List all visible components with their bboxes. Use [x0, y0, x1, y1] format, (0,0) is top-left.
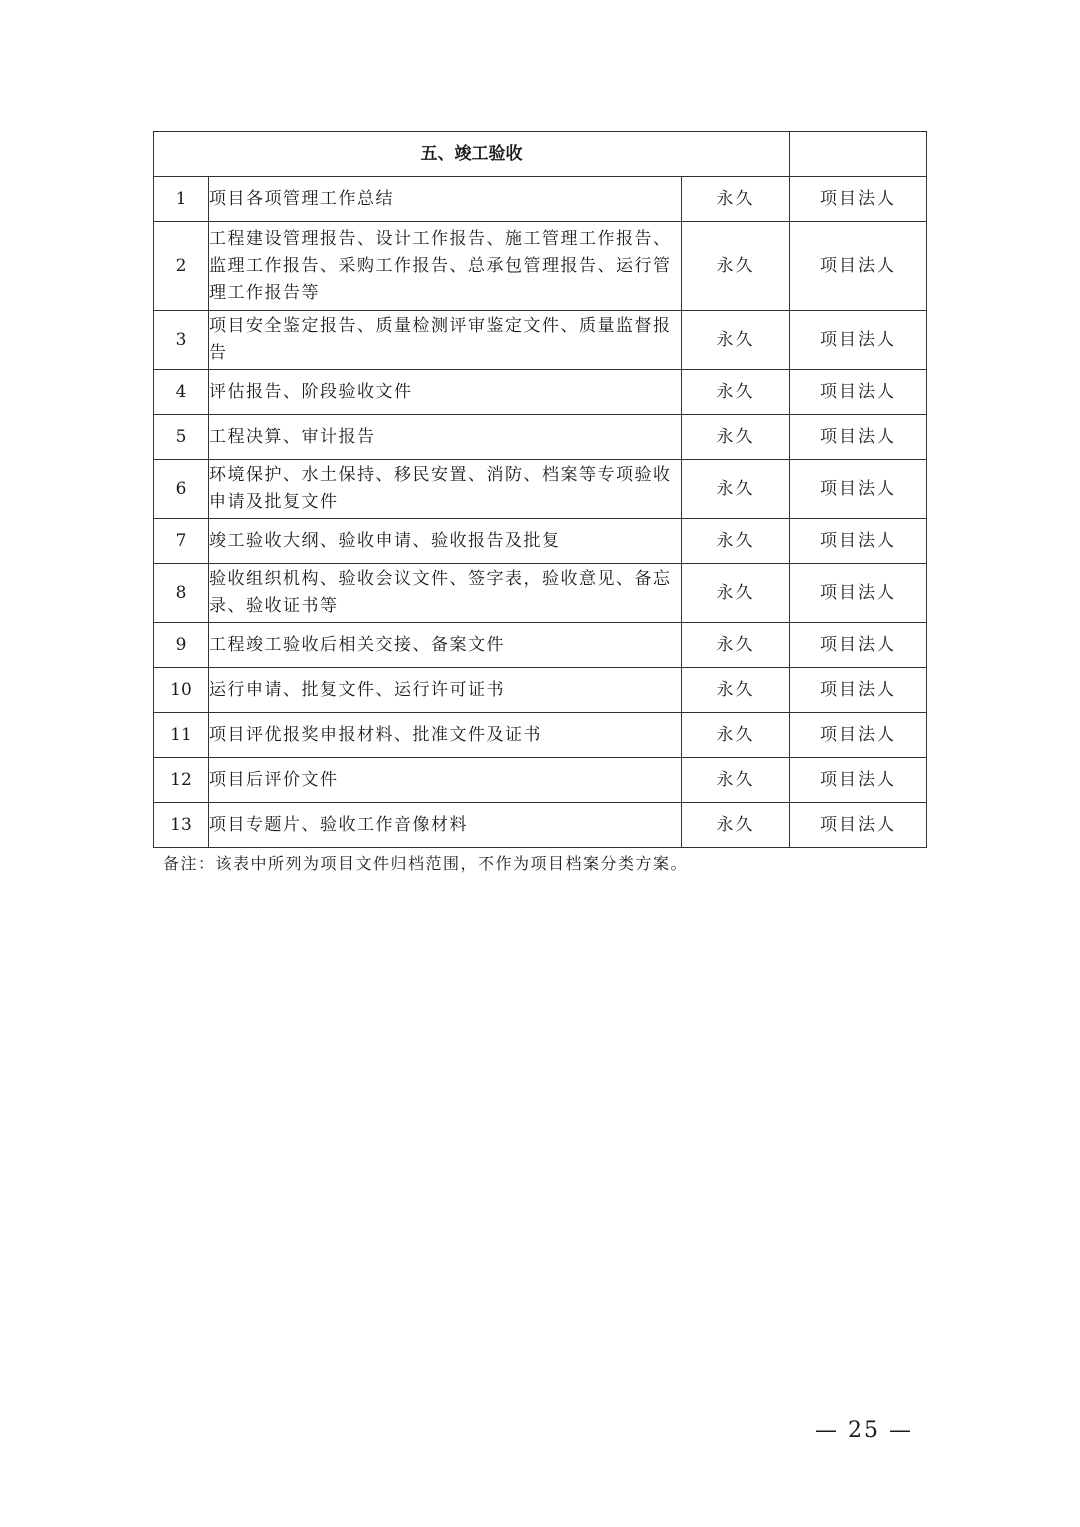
table-row: [154, 758, 927, 803]
row-content: 项目评优报奖申报材料、批准文件及证书: [209, 713, 682, 758]
table-note: 备注：该表中所列为项目文件归档范围，不作为项目档案分类方案。: [163, 854, 689, 873]
row-number: 9: [154, 623, 209, 668]
row-content: 项目后评价文件: [209, 758, 682, 803]
row-retention-term: 永久: [682, 311, 790, 370]
table-row: [154, 519, 927, 564]
section-header-empty-cell: [790, 132, 927, 177]
row-owner: 项目法人: [790, 713, 927, 758]
table-row: [154, 370, 927, 415]
row-content: 验收组织机构、验收会议文件、签字表，验收意见、备忘录、验收证书等: [209, 564, 682, 623]
row-number: 11: [154, 713, 209, 758]
row-content: 运行申请、批复文件、运行许可证书: [209, 668, 682, 713]
row-number: 13: [154, 803, 209, 848]
row-content: 工程竣工验收后相关交接、备案文件: [209, 623, 682, 668]
row-owner: 项目法人: [790, 415, 927, 460]
row-number: 5: [154, 415, 209, 460]
row-retention-term: 永久: [682, 370, 790, 415]
row-number: 10: [154, 668, 209, 713]
row-content: 评估报告、阶段验收文件: [209, 370, 682, 415]
row-retention-term: 永久: [682, 415, 790, 460]
row-content: 项目各项管理工作总结: [209, 177, 682, 222]
row-number: 8: [154, 564, 209, 623]
row-content: 环境保护、水土保持、移民安置、消防、档案等专项验收申请及批复文件: [209, 460, 682, 519]
row-retention-term: 永久: [682, 623, 790, 668]
row-content: 工程决算、审计报告: [209, 415, 682, 460]
row-retention-term: 永久: [682, 564, 790, 623]
row-owner: 项目法人: [790, 370, 927, 415]
table-row: [154, 564, 927, 623]
row-retention-term: 永久: [682, 222, 790, 311]
page-number: — 25 —: [815, 1418, 913, 1443]
row-owner: 项目法人: [790, 177, 927, 222]
section-title: 五、竣工验收: [154, 132, 790, 177]
table-row: [154, 222, 927, 311]
section-header-row: [154, 132, 927, 177]
row-content: 竣工验收大纲、验收申请、验收报告及批复: [209, 519, 682, 564]
table-row: [154, 713, 927, 758]
row-owner: 项目法人: [790, 311, 927, 370]
row-number: 7: [154, 519, 209, 564]
table-row: [154, 311, 927, 370]
row-content: 项目安全鉴定报告、质量检测评审鉴定文件、质量监督报告: [209, 311, 682, 370]
row-retention-term: 永久: [682, 803, 790, 848]
row-owner: 项目法人: [790, 623, 927, 668]
table-row: [154, 623, 927, 668]
table-row: [154, 460, 927, 519]
row-owner: 项目法人: [790, 222, 927, 311]
row-number: 2: [154, 222, 209, 311]
row-retention-term: 永久: [682, 519, 790, 564]
table-row: [154, 415, 927, 460]
table-row: [154, 803, 927, 848]
row-owner: 项目法人: [790, 803, 927, 848]
row-number: 12: [154, 758, 209, 803]
row-number: 6: [154, 460, 209, 519]
row-content: 工程建设管理报告、设计工作报告、施工管理工作报告、监理工作报告、采购工作报告、总承包管理报告、运行管理工作报告等: [209, 222, 682, 311]
archive-scope-table: [153, 131, 927, 848]
row-retention-term: 永久: [682, 713, 790, 758]
row-retention-term: 永久: [682, 177, 790, 222]
row-number: 1: [154, 177, 209, 222]
row-owner: 项目法人: [790, 519, 927, 564]
row-retention-term: 永久: [682, 758, 790, 803]
row-retention-term: 永久: [682, 668, 790, 713]
table-row: [154, 177, 927, 222]
row-owner: 项目法人: [790, 758, 927, 803]
row-number: 3: [154, 311, 209, 370]
table-row: [154, 668, 927, 713]
row-owner: 项目法人: [790, 460, 927, 519]
row-number: 4: [154, 370, 209, 415]
row-retention-term: 永久: [682, 460, 790, 519]
row-content: 项目专题片、验收工作音像材料: [209, 803, 682, 848]
row-owner: 项目法人: [790, 564, 927, 623]
row-owner: 项目法人: [790, 668, 927, 713]
